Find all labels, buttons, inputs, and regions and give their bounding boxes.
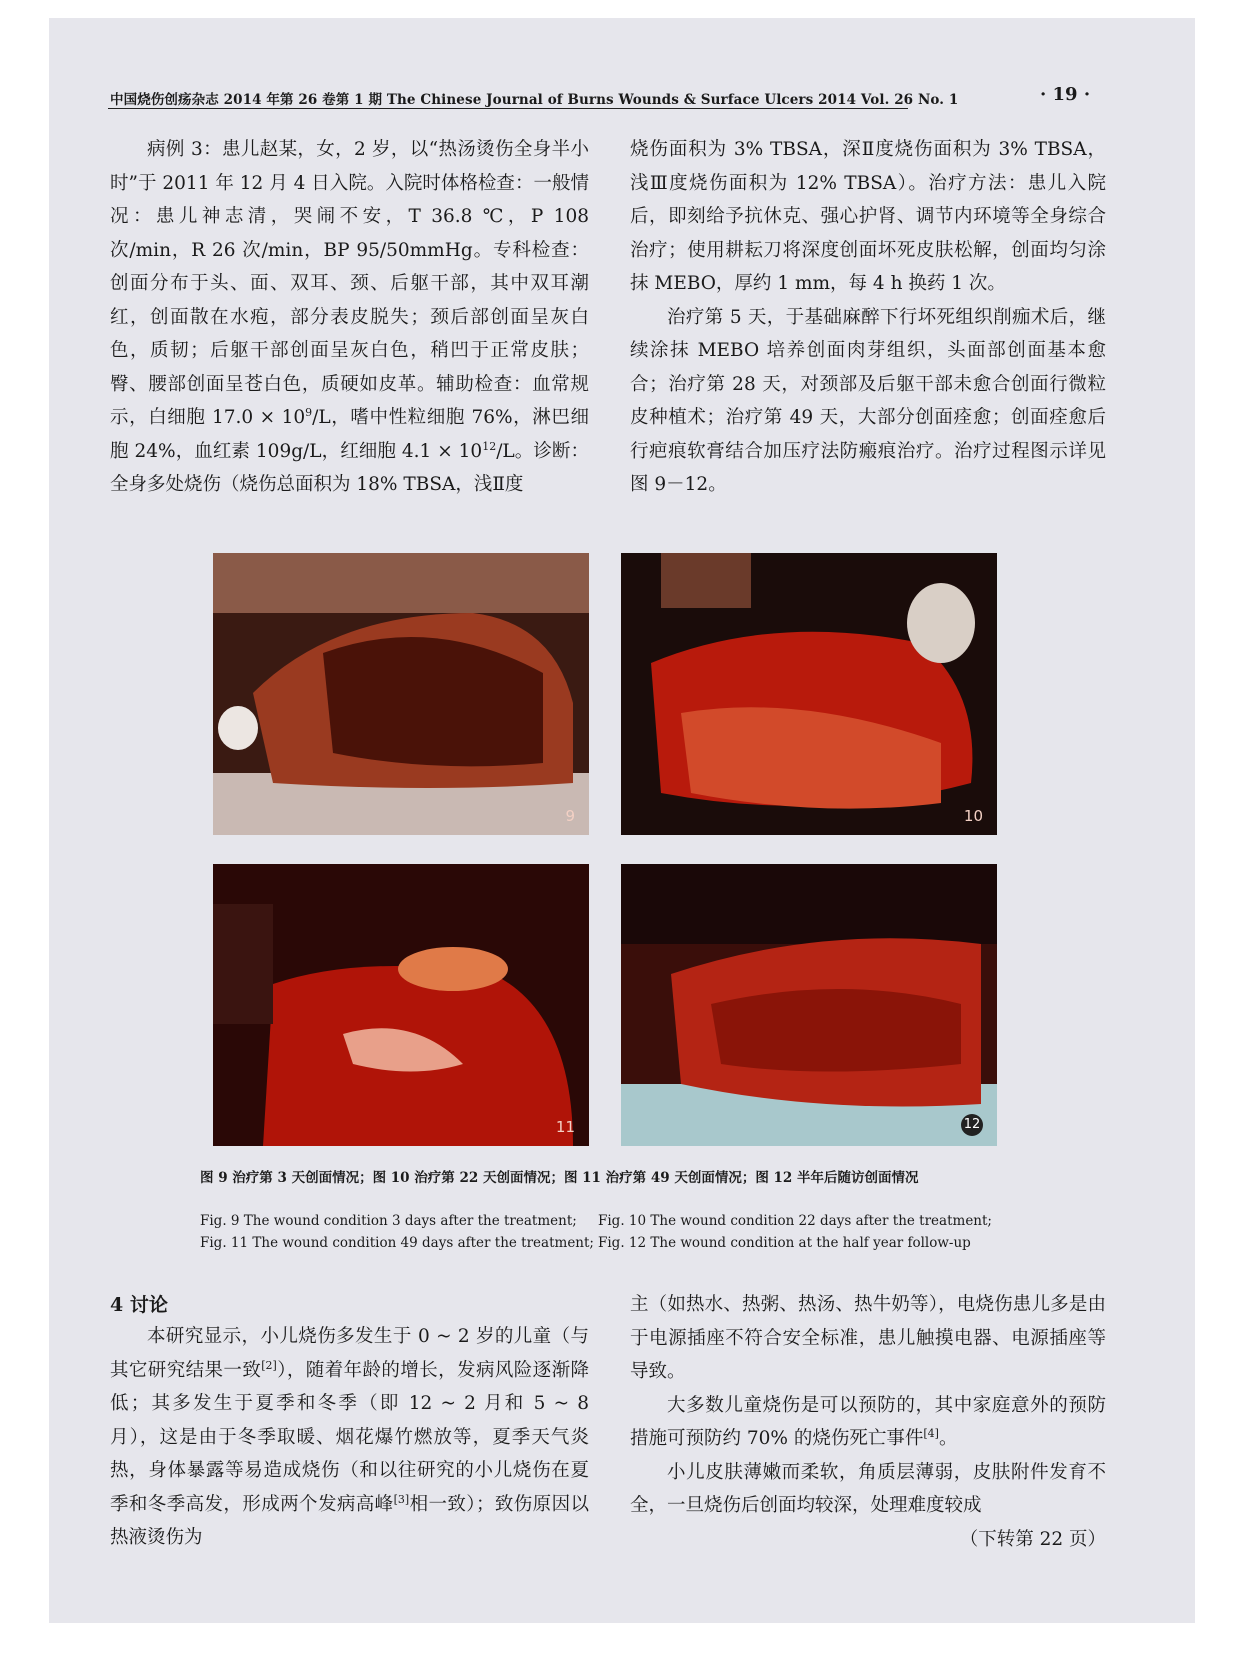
superscript: 9 xyxy=(305,406,313,419)
prevention-text-end: 。 xyxy=(938,1428,958,1449)
figure-number: 11 xyxy=(555,1118,575,1136)
citation: [4] xyxy=(923,1427,939,1440)
citation: [3] xyxy=(393,1492,410,1506)
discussion-text-b: ），随着年龄的增长，发病风险逐渐降低；其多发生于夏季和冬季（即 12 ~ 2 月和 5 ~ 8 月），这是由于冬季取暖、烟花爆竹燃放等，夏季天气炎热，身体暴露等易造成烧伤（和以往研究的小儿烧伤在夏季和冬季高发，形成两个发病高峰 xyxy=(110,1359,589,1515)
discussion-paragraph xyxy=(110,1320,589,1555)
case-text-c: /L。诊断：全身多处烧伤（烧伤总面积为 18% TBSA，浅Ⅱ度 xyxy=(110,440,589,495)
wound-photo-9 xyxy=(213,553,589,835)
continued-note: （下转第 22 页） xyxy=(959,1528,1106,1550)
discussion-text-c: 相一致）；致伤原因以热液烫伤为 xyxy=(110,1493,589,1548)
case-paragraph xyxy=(110,133,589,502)
prevention-paragraph xyxy=(630,1389,1106,1456)
figure-caption-en-12: Fig. 12 The wound condition at the half year follow-up xyxy=(598,1235,971,1251)
case-text-a: 病例 3：患儿赵某，女，2 岁，以“热汤烫伤全身半小时”于 2011 年 12 月 4 日入院。入院时体格检查：一般情况：患儿神志清，哭闹不安，T 36.8 ℃，P 108 次/min，R 26 次/min，BP 95/50mmHg。专科检查：创面分布于头、面、双耳、颈、后躯干部，其中双耳潮红，创面散在水疱，部分表皮脱失；颈后部创面呈灰白色，质韧；后躯干部创面呈灰白色，稍凹于正常皮肤；臀、腰部创面呈苍白色，质硬如皮革。辅助检查：血常规示，白细胞 17.0 × 10 xyxy=(110,139,589,428)
figure-12-photo xyxy=(621,864,997,1146)
figure-11-photo xyxy=(213,864,589,1146)
figure-caption-cn: 图 9 治疗第 3 天创面情况；图 10 治疗第 22 天创面情况；图 11 治疗第 49 天创面情况；图 12 半年后随访创面情况 xyxy=(200,1170,919,1186)
case-report-left-column xyxy=(110,133,589,502)
case-text-b: /L，嗜中性粒细胞 76%，淋巴细胞 24%，血红素 109g/L，红细胞 4.1 × 10 xyxy=(110,407,589,462)
discussion-right-column xyxy=(630,1288,1106,1556)
wound-photo-12 xyxy=(621,864,997,1146)
figure-number: 12 xyxy=(961,1114,983,1136)
treatment-course-paragraph: 治疗第 5 天，于基础麻醉下行坏死组织削痂术后，继续涂抹 MEBO 培养创面肉芽组织，头面部创面基本愈合；治疗第 28 天，对颈部及后躯干部未愈合创面行微粒皮种植术；治疗第 49 天，大部分创面痊愈；创面痊愈后行疤痕软膏结合加压疗法防瘢痕治疗。治疗过程图示详见图 9－12。 xyxy=(630,306,1106,495)
running-header: 中国烧伤创疡杂志 2014 年第 26 卷第 1 期 The Chinese Journal of Burns Wounds & Surface Ulcers 2014 Vol. 26 No. 1 xyxy=(110,92,959,108)
figure-number: 10 xyxy=(963,807,983,825)
page-number: · 19 · xyxy=(1040,84,1091,105)
wound-photo-10 xyxy=(621,553,997,835)
citation: [2] xyxy=(261,1358,277,1372)
figure-caption-en-11: Fig. 11 The wound condition 49 days after the treatment; xyxy=(200,1235,594,1251)
treatment-paragraph: 烧伤面积为 3% TBSA，深Ⅱ度烧伤面积为 3% TBSA，浅Ⅲ度烧伤面积为 12% TBSA）。治疗方法：患儿入院后，即刻给予抗休克、强心护肾、调节内环境等全身综合治疗；使用耕耘刀将深度创面坏死皮肤松解，创面均匀涂抹 MEBO，厚约 1 mm，每 4 h 换药 1 次。 xyxy=(630,139,1106,294)
figure-10-photo xyxy=(621,553,997,835)
figure-number: 9 xyxy=(565,807,575,825)
superscript: 12 xyxy=(482,439,497,453)
case-report-right-column xyxy=(630,133,1106,502)
wound-photo-11 xyxy=(213,864,589,1146)
figure-caption-en-9: Fig. 9 The wound condition 3 days after the treatment; xyxy=(200,1213,577,1229)
prevention-text: 大多数儿童烧伤是可以预防的，其中家庭意外的预防措施可预防约 70% 的烧伤死亡事件 xyxy=(630,1394,1106,1449)
header-rule xyxy=(108,108,908,109)
figure-caption-en-10: Fig. 10 The wound condition 22 days after the treatment; xyxy=(598,1213,992,1229)
figure-9-photo xyxy=(213,553,589,835)
skin-paragraph: 小儿皮肤薄嫩而柔软，角质层薄弱，皮肤附件发育不全，一旦烧伤后创面均较深，处理难度较成 xyxy=(630,1461,1106,1516)
section-title-discussion: 4 讨论 xyxy=(110,1294,168,1316)
discussion-text-a: 本研究显示，小儿烧伤多发生于 0 ~ 2 岁的儿童（与其它研究结果一致 xyxy=(110,1326,589,1381)
discussion-paragraph-cont: 主（如热水、热粥、热汤、热牛奶等），电烧伤患儿多是由于电源插座不符合安全标准，患儿触摸电器、电源插座等导致。 xyxy=(630,1294,1106,1382)
discussion-left-column xyxy=(110,1320,589,1555)
